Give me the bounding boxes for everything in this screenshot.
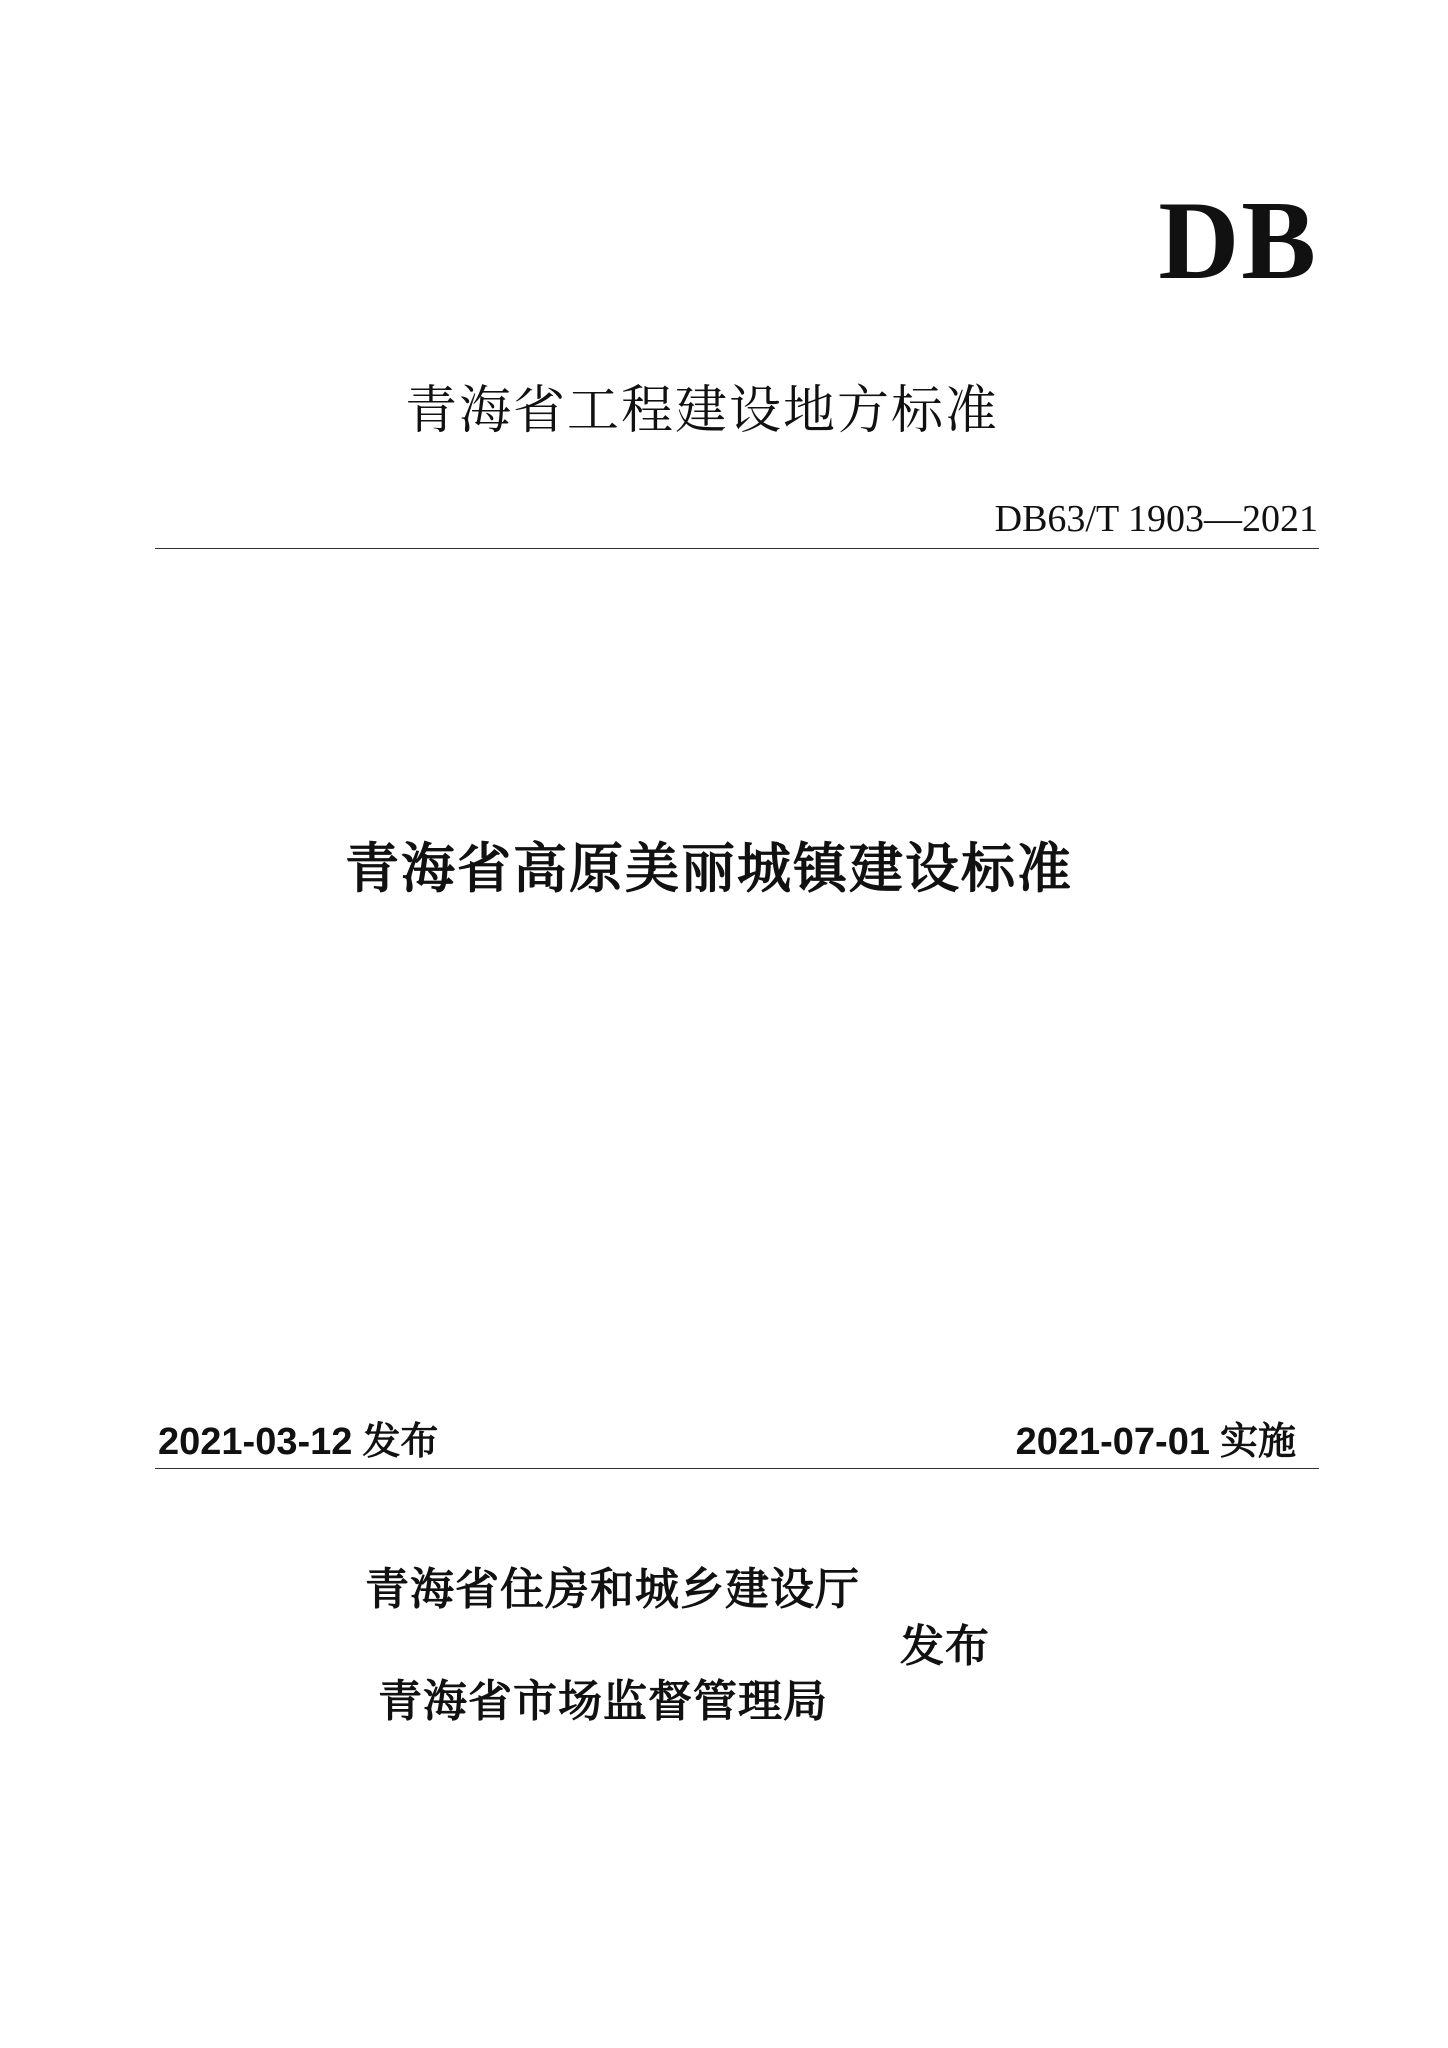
standard-type-mark: DB <box>1158 179 1318 303</box>
publish-date-line <box>158 1419 439 1463</box>
standard-number: DB63/T 1903—2021 <box>994 498 1318 540</box>
publish-date: 2021-03-12 <box>158 1421 353 1463</box>
dates-divider <box>155 1468 1319 1469</box>
document-title: 青海省高原美丽城镇建设标准 <box>345 837 1073 900</box>
effective-date-line <box>1015 1419 1296 1463</box>
publish-label: 发布 <box>362 1419 439 1463</box>
effective-label: 实施 <box>1219 1419 1296 1463</box>
header-divider <box>155 548 1319 549</box>
effective-date: 2021-07-01 <box>1015 1421 1210 1463</box>
issuer-market-regulation: 青海省市场监督管理局 <box>378 1676 828 1727</box>
issuer-action: 发布 <box>900 1621 990 1672</box>
issuer-housing-department: 青海省住房和城乡建设厅 <box>365 1564 860 1615</box>
standard-category: 青海省工程建设地方标准 <box>405 381 1000 441</box>
